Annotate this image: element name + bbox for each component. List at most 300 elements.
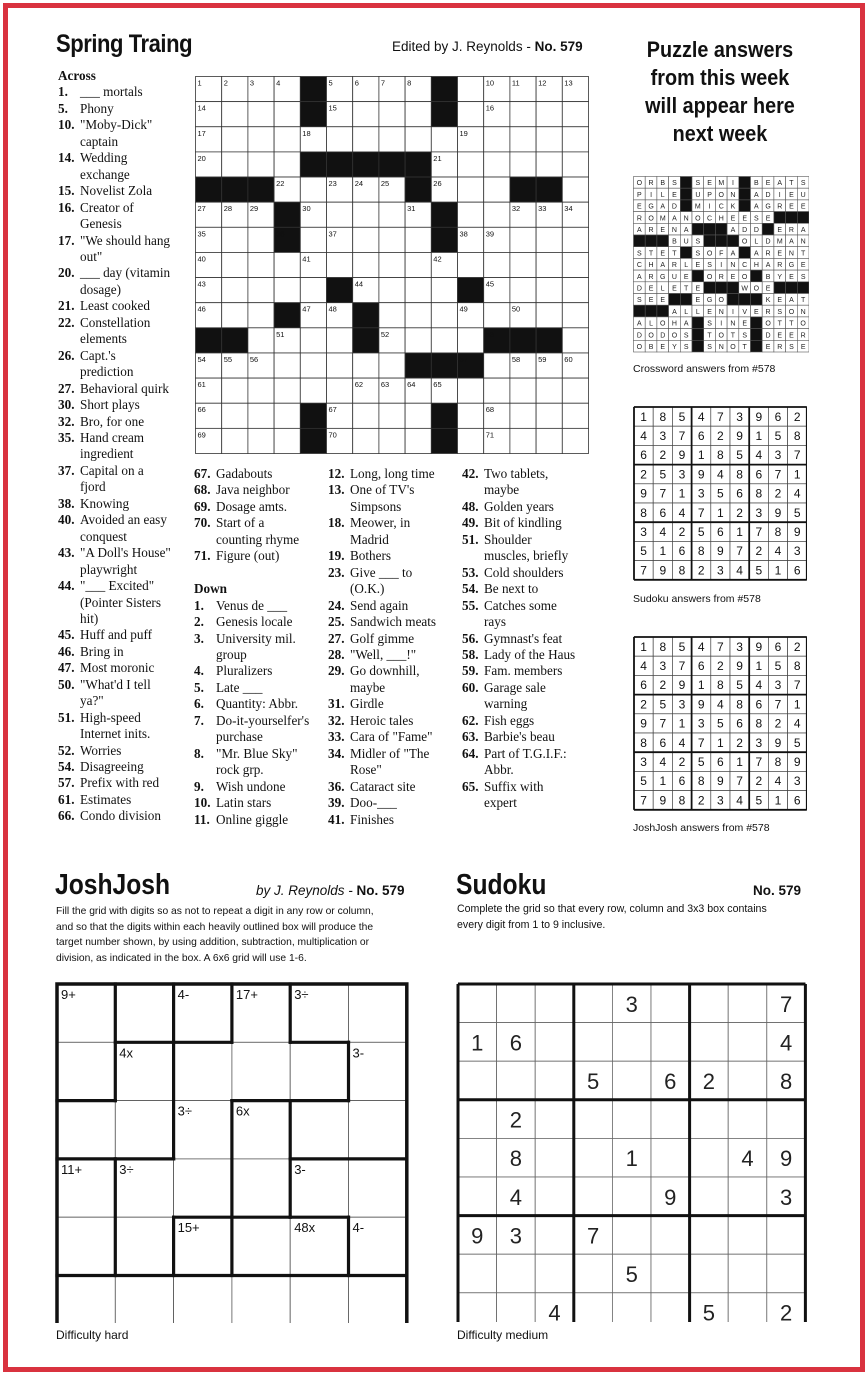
clue-number: 13. [328, 482, 345, 498]
answer-digit: 5 [717, 486, 724, 501]
crossword-cell [562, 152, 588, 177]
answer-digit: 5 [774, 429, 782, 444]
cell-number: 22 [276, 179, 285, 189]
answer-letter: A [637, 273, 642, 281]
answer-digit: 6 [755, 697, 763, 712]
answer-digit: 8 [755, 716, 763, 731]
answer-digit: 3 [736, 639, 743, 654]
cell-number: 32 [511, 204, 521, 214]
answer-letter: R [777, 262, 783, 270]
answer-letter: N [800, 238, 806, 246]
answer-digit: 7 [793, 678, 801, 693]
joshjosh-cell [57, 1042, 115, 1100]
clue-text: Condo division [80, 808, 161, 824]
cell-number: 25 [380, 179, 390, 189]
sudoku-cell [728, 1100, 767, 1139]
sudoku-given: 1 [625, 1146, 638, 1172]
crossword-cell [353, 403, 379, 428]
answer-digit: 1 [774, 793, 782, 808]
answer-letter: E [660, 297, 666, 305]
clue-text: Estimates [80, 791, 132, 807]
sudoku-cell [728, 1293, 767, 1322]
answer-digit: 9 [736, 429, 743, 444]
answer-digit: 3 [717, 793, 724, 808]
sudoku-title: Sudoku [456, 869, 547, 901]
clue-text: Shoulder [484, 531, 532, 547]
crossword-cell [327, 353, 353, 378]
clue [328, 548, 468, 564]
clue-text: Girdle [350, 696, 384, 712]
clue-number: 46. [58, 643, 75, 659]
answer-digit: 5 [659, 697, 667, 712]
crossword-cell [353, 127, 379, 152]
crossword-cell [458, 177, 484, 202]
cell-number: 30 [302, 204, 311, 214]
answer-letter: L [660, 191, 665, 199]
cell-number: 3 [249, 78, 255, 88]
answer-letter: T [789, 180, 794, 188]
clue-number: 31. [328, 696, 345, 712]
joshjosh-instruction-line: Fill the grid with digits so as not to repeat a digit in any row or column, [56, 906, 374, 917]
answer-digit: 9 [697, 697, 705, 712]
crossword-cell [405, 102, 431, 127]
answer-letter: E [765, 180, 771, 188]
cell-number: 51 [276, 329, 285, 339]
answer-letter: E [789, 191, 794, 199]
clue-number: 60. [462, 679, 479, 695]
crossword-cell [458, 152, 484, 177]
clue-text: Catches some [484, 597, 557, 613]
clue-continuation: warning [484, 696, 528, 712]
clue-number: 51. [58, 709, 75, 725]
answer-letter: A [660, 203, 666, 211]
cell-number: 64 [407, 380, 416, 390]
cell-number: 66 [197, 405, 206, 415]
clue [58, 660, 198, 676]
black-square [327, 152, 353, 177]
answer-letter: M [694, 203, 701, 211]
answer-letter: Y [777, 273, 783, 281]
answer-letter: I [650, 191, 653, 199]
answer-letter: R [718, 273, 724, 281]
answer-digit: 4 [736, 793, 743, 808]
clue [462, 466, 602, 482]
cell-number: 67 [328, 405, 337, 415]
clue-number: 2. [194, 614, 204, 630]
clue [194, 598, 334, 614]
cell-number: 13 [564, 78, 573, 88]
answer-black-square [692, 329, 704, 341]
crossword-cell [248, 428, 274, 453]
clue-text: Go downhill, [350, 663, 420, 679]
sudoku-given: 3 [509, 1223, 523, 1249]
crossword-cell [510, 278, 536, 303]
crossword-cell [458, 378, 484, 403]
crossword-title: Spring Traing [56, 30, 193, 58]
sudoku-cell [458, 1138, 497, 1177]
answer-digit: 9 [793, 755, 801, 770]
clue-text: "A Doll's House" [80, 545, 171, 561]
black-square [405, 177, 431, 202]
crossword-cell [510, 428, 536, 453]
answer-letter: D [636, 285, 642, 293]
crossword-cell [274, 278, 300, 303]
clue [58, 348, 198, 364]
answer-letter: E [648, 297, 654, 305]
clue [194, 482, 334, 498]
answer-black-square [704, 223, 716, 235]
cage-target: 3÷ [177, 1103, 192, 1119]
clue-text: Bro, for one [80, 413, 145, 429]
clue [328, 598, 468, 614]
clue-number: 32. [328, 712, 345, 728]
black-square [405, 353, 431, 378]
clue-number: 35. [58, 429, 75, 445]
answer-letter: T [801, 297, 806, 305]
answer-digit: 4 [678, 505, 686, 520]
crossword-cell [536, 152, 562, 177]
answer-letter: S [777, 308, 783, 316]
sudoku-cell [574, 984, 613, 1023]
clue-continuation: rays [484, 614, 506, 630]
answer-digit: 7 [678, 429, 686, 444]
cell-number: 49 [459, 304, 468, 314]
black-square [536, 328, 562, 353]
black-square [431, 202, 457, 227]
clue-number: 40. [58, 512, 75, 528]
clue [194, 515, 334, 531]
crossword-cell [536, 252, 562, 277]
cage-target: 17+ [235, 987, 258, 1002]
crossword-cell [222, 152, 248, 177]
clue-continuation: playwright [80, 561, 138, 577]
clue [328, 746, 468, 762]
clue-number: 52. [58, 742, 75, 758]
clue-number: 36. [328, 778, 345, 794]
answer-letter: T [672, 250, 677, 258]
answer-letter: G [765, 203, 771, 211]
clue-text: "___ Excited" [80, 578, 155, 594]
answer-letter: O [648, 332, 654, 340]
crossword-byline [392, 39, 583, 54]
black-square [222, 328, 248, 353]
answer-digit: 3 [755, 505, 763, 520]
sudoku-cell [690, 984, 729, 1023]
clue [58, 265, 198, 281]
crossword-cell [379, 403, 405, 428]
answer-letter: S [695, 180, 701, 188]
joshjosh-cell [115, 1101, 173, 1159]
clue-number: 45. [58, 627, 75, 643]
clue-text: Figure (out) [216, 548, 280, 564]
answer-digit: 3 [678, 467, 686, 482]
clue-number: 67. [194, 466, 211, 481]
black-square [458, 278, 484, 303]
crossword-cell [248, 328, 274, 353]
crossword-cell [222, 127, 248, 152]
black-square [196, 328, 222, 353]
clue-text: Long, long time [350, 466, 435, 481]
joshjosh-difficulty: Difficulty hard [56, 1328, 129, 1342]
answer-digit: 1 [755, 429, 763, 444]
cell-number: 33 [538, 204, 547, 214]
crossword-cell [405, 428, 431, 453]
cell-number: 10 [485, 78, 495, 88]
clue [58, 808, 198, 824]
answer-letter: O [648, 215, 654, 223]
clue [328, 565, 468, 581]
answer-letter: C [636, 262, 642, 270]
clue [58, 183, 198, 199]
answer-digit: 1 [736, 525, 743, 540]
answer-digit: 1 [717, 735, 724, 750]
cell-number: 57 [459, 354, 468, 364]
answer-letter: A [800, 226, 806, 234]
sudoku-cell [458, 1177, 497, 1216]
crossword-cell [379, 428, 405, 453]
sudoku-given: 3 [625, 991, 638, 1017]
clue-heading: Down [194, 581, 227, 597]
answer-letter: E [695, 297, 701, 305]
clue-text: High-speed [80, 709, 141, 725]
clue [194, 663, 334, 679]
answer-letter: R [648, 226, 654, 234]
clues-column-4 [462, 466, 602, 812]
sudoku-given: 4 [548, 1300, 561, 1322]
answer-black-square [727, 282, 739, 294]
sudoku-number: No. 579 [753, 883, 802, 898]
answer-digit: 6 [659, 505, 667, 520]
answer-letter: S [754, 215, 759, 223]
clue [462, 779, 602, 795]
answer-digit: 2 [755, 544, 763, 559]
clue-text: Gadabouts [216, 466, 273, 481]
answer-letter: S [695, 238, 701, 246]
answer-letter: R [788, 226, 794, 234]
answer-letter: B [765, 273, 771, 281]
crossword-cell [353, 252, 379, 277]
answer-letter: A [730, 250, 736, 258]
answer-letter: T [801, 250, 806, 258]
answer-letter: G [648, 203, 654, 211]
answer-letter: M [776, 238, 783, 246]
clue [462, 532, 602, 548]
answer-digit: 2 [678, 525, 686, 540]
clue-text: Be next to [484, 581, 539, 597]
answer-letter: O [706, 273, 713, 281]
answer-digit: 6 [697, 659, 705, 674]
clue-continuation: maybe [484, 482, 520, 498]
sudoku-cell [690, 1023, 729, 1062]
clue-text: Dosage amts. [216, 498, 288, 514]
answer-letter: A [730, 226, 736, 234]
crossword-cell [431, 278, 457, 303]
crossword-cell [405, 227, 431, 252]
answer-digit: 3 [659, 429, 667, 444]
crossword-cell [300, 328, 326, 353]
clue-text: "We should hang [80, 232, 171, 248]
clue [194, 812, 334, 828]
answer-black-square [751, 329, 763, 341]
clue-text: "Moby-Dick" [80, 117, 153, 133]
answer-letter: E [800, 262, 806, 270]
answer-digit: 8 [736, 697, 743, 712]
crossword-cell [405, 403, 431, 428]
crossword-cell [536, 227, 562, 252]
cell-number: 6 [354, 78, 359, 88]
answer-digit: 8 [697, 774, 705, 789]
answer-letter: F [719, 250, 724, 258]
answer-digit: 2 [736, 505, 743, 520]
answer-digit: 6 [697, 429, 705, 444]
crossword-cell [458, 202, 484, 227]
clue-text: Meower, in [350, 515, 411, 531]
answer-digit: 4 [755, 678, 763, 693]
crossword-cell [405, 127, 431, 152]
sudoku-cell [651, 984, 690, 1023]
sudoku-cell [535, 984, 574, 1023]
answer-black-square [692, 317, 704, 329]
answer-digit: 1 [640, 639, 647, 654]
answer-letter: O [660, 320, 666, 328]
answer-digit: 5 [717, 716, 724, 731]
answer-letter: T [707, 332, 712, 340]
clue-number: 30. [58, 397, 75, 413]
crossword-cell [562, 227, 588, 252]
sudoku-cell [612, 1177, 651, 1216]
joshjosh-number: No. 579 [356, 883, 405, 898]
cell-number: 8 [407, 78, 412, 88]
answer-letter: A [683, 320, 689, 328]
sudoku-cell [651, 1023, 690, 1062]
answer-letter: D [765, 238, 771, 246]
answers-heading-line: will appear here [645, 93, 795, 118]
sudoku-cell [535, 1061, 574, 1100]
cell-number: 11 [511, 78, 520, 88]
cell-number: 21 [433, 153, 442, 163]
answer-digit: 2 [640, 697, 647, 712]
crossword-cell [536, 403, 562, 428]
joshjosh-cell [349, 1276, 407, 1324]
cell-number: 28 [223, 204, 233, 214]
clue-number: 50. [58, 676, 75, 692]
cell-number: 4 [276, 78, 281, 88]
cage-target: 9+ [61, 987, 76, 1002]
answer-letter: P [707, 191, 712, 199]
clue-number: 61. [58, 791, 75, 807]
joshjosh-instruction-line: and so that the digits within each heavily outlined box will produce the [56, 921, 374, 933]
clues-column-2 [194, 466, 334, 828]
clue-text: Creator of [80, 199, 134, 215]
answer-digit: 4 [717, 467, 724, 482]
black-square [536, 177, 562, 202]
answer-digit: 6 [640, 448, 647, 463]
sudoku-given: 8 [509, 1146, 523, 1172]
answer-letter: E [789, 273, 794, 281]
clue-number: 38. [58, 495, 75, 511]
clue-text: ___ mortals [80, 84, 143, 100]
clue-number: 4. [194, 663, 204, 679]
cell-number: 56 [249, 354, 259, 364]
answers-heading-line: from this week [650, 65, 790, 90]
crossword-cell [510, 227, 536, 252]
answer-digit: 6 [755, 467, 763, 482]
clue-text: Capital on a [80, 462, 144, 478]
sudoku-instruction-line: Complete the grid so that every row, column and 3x3 box contains [457, 903, 767, 915]
clue-number: 51. [462, 531, 479, 547]
cage-target: 3÷ [119, 1161, 134, 1177]
clue-text: Doo-___ [350, 795, 397, 811]
clue-number: 20. [58, 265, 75, 281]
crossword-cell [300, 353, 326, 378]
joshjosh-cell [232, 1217, 290, 1275]
answer-digit: 1 [678, 486, 686, 501]
clue-continuation: maybe [350, 679, 386, 695]
crossword-number: No. 579 [534, 39, 583, 54]
answer-letter: S [707, 320, 712, 328]
answer-letter: E [765, 285, 771, 293]
sudoku-given: 2 [779, 1300, 793, 1322]
cell-number: 5 [328, 78, 333, 88]
crossword-cell [248, 252, 274, 277]
answer-digit: 3 [793, 774, 801, 789]
answer-letter: A [637, 320, 642, 328]
answer-digit: 4 [659, 755, 667, 770]
answer-letter: E [789, 332, 794, 340]
joshjosh-cell [174, 1159, 232, 1217]
crossword-cell [484, 303, 510, 328]
crossword-answers-caption: Crossword answers from #578 [633, 363, 776, 375]
answer-digit: 7 [774, 697, 782, 712]
answer-letter: N [730, 320, 736, 328]
black-square [431, 227, 457, 252]
answer-letter: Y [672, 343, 677, 351]
answer-letter: H [753, 262, 759, 270]
answer-digit: 9 [659, 563, 667, 578]
clue-number: 49. [462, 515, 479, 531]
answer-black-square [797, 282, 809, 294]
answer-letter: T [730, 332, 736, 340]
clues-column-3 [328, 466, 468, 828]
clue [328, 696, 468, 712]
clue-text: Huff and puff [80, 627, 153, 643]
crossword-cell [510, 378, 536, 403]
answer-letter: D [636, 332, 642, 340]
black-square [353, 328, 379, 353]
sudoku-given: 9 [779, 1146, 793, 1172]
answer-letter: S [637, 250, 642, 258]
sudoku-cell [767, 1254, 806, 1293]
clue [58, 381, 198, 397]
answer-digit: 2 [774, 486, 782, 501]
cell-number: 60 [564, 354, 573, 364]
answer-letter: R [777, 203, 783, 211]
sudoku-given: 5 [702, 1300, 716, 1322]
answer-digit: 4 [659, 525, 667, 540]
answer-letter: G [660, 273, 666, 281]
answer-letter: O [741, 238, 748, 246]
answer-letter: R [765, 250, 771, 258]
clue [194, 499, 334, 515]
sudoku-cell [535, 1216, 574, 1255]
joshjosh-cell [232, 1159, 290, 1217]
clue-number: 23. [328, 564, 345, 580]
answer-letter: I [720, 262, 723, 270]
clue [462, 647, 602, 663]
crossword-cell [562, 252, 588, 277]
crossword-cell [379, 278, 405, 303]
cage-target: 6x [235, 1103, 250, 1119]
